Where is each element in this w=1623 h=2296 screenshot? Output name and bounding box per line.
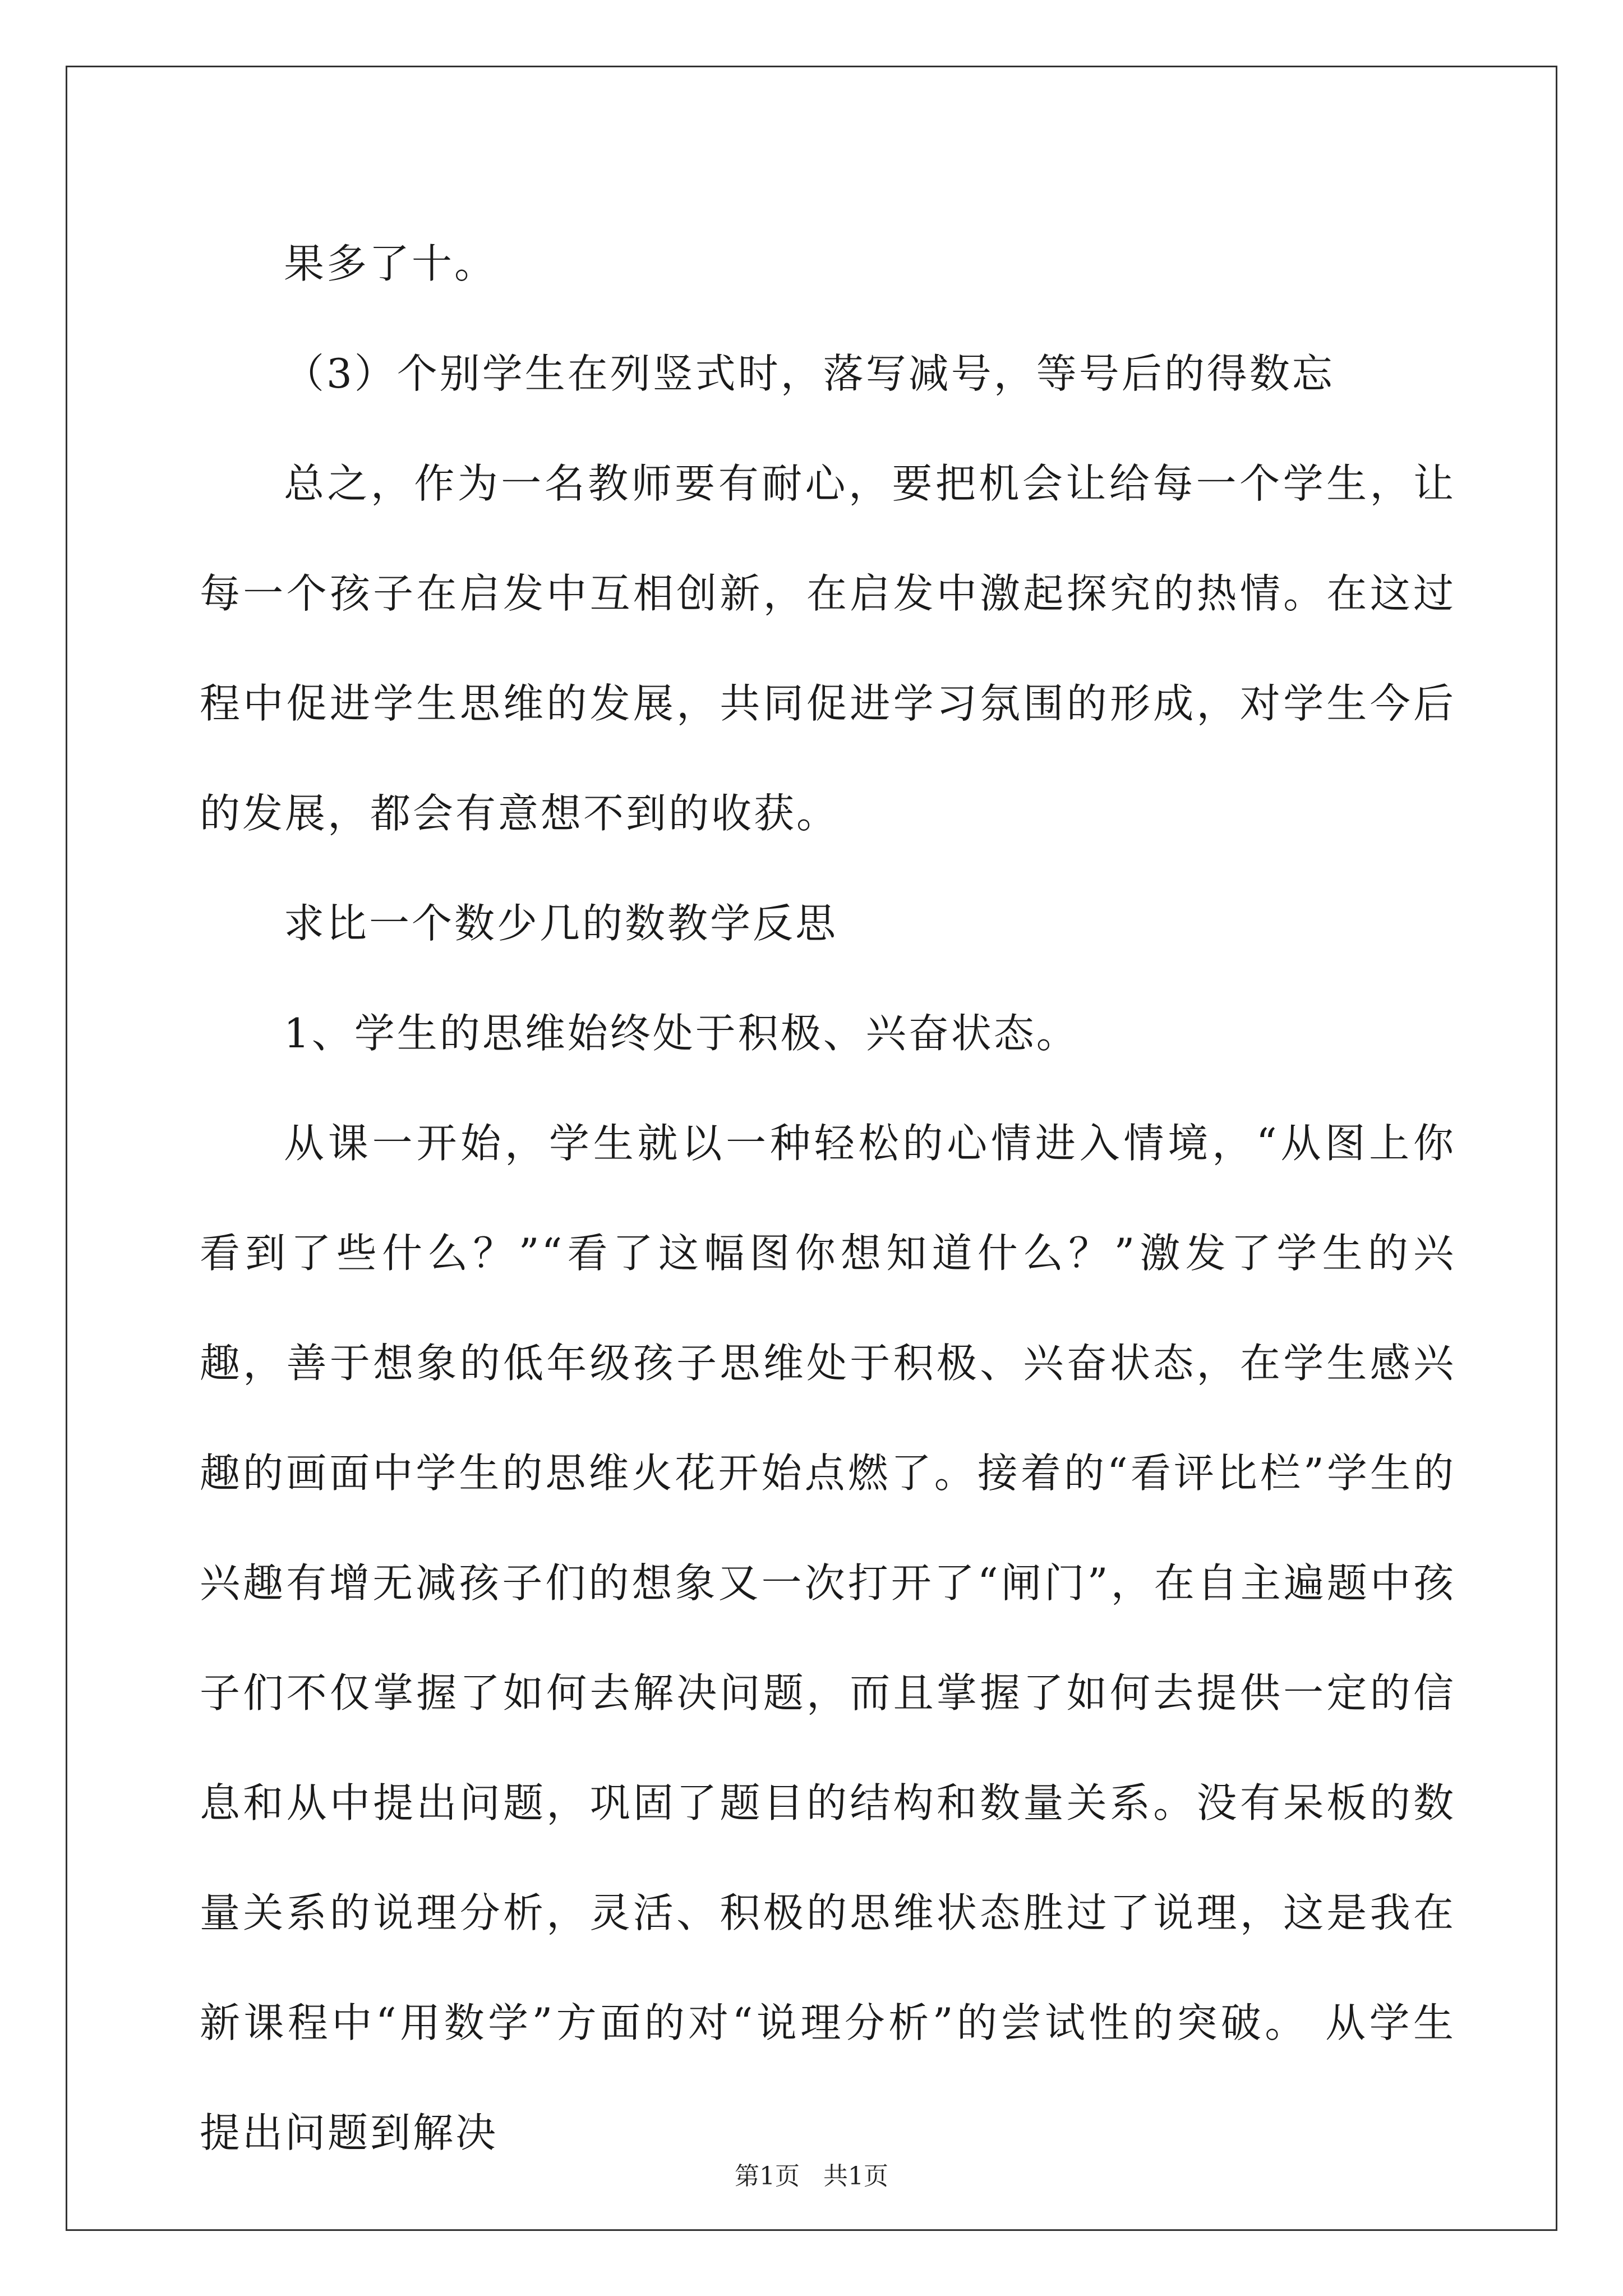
section-heading: 求比一个数少几的数教学反思 <box>284 900 838 947</box>
paragraph-4: 1、学生的思维始终处于积极、兴奋状态。 <box>284 1010 1079 1057</box>
paragraph-1: 果多了十。 <box>284 240 497 287</box>
paragraph-2: （3）个别学生在列竖式时，落写减号，等号后的得数忘 <box>284 350 1335 397</box>
page-number: 第1页 <box>735 2162 800 2191</box>
document-body <box>200 209 1456 2188</box>
paragraph-5: 从课一开始，学生就以一种轻松的心情进入情境，“从图上你看到了些什么？”“看了这幅图你想知道什么？”激发了学生的兴趣，善于想象的低年级孩子思维处于积极、兴奋状态，在学生感兴趣的画面中学生的思维火花开始点燃了。接着的“看评比栏”学生的兴趣有增无减孩子们的想象又一次打开了“闸门”，在自主遍题中孩子们不仅掌握了如何去解决问题，而且掌握了如何去提供一定的信息和从中提出问题，巩固了题目的结构和数量关系。没有呆板的数量关系的说理分析，灵活、积极的思维状态胜过了说理，这是我在新课程中“用数学”方面的对“说理分析”的尝试性的突破。 从学生提出问题到解决 <box>200 1120 1456 2156</box>
paragraph-3: 总之，作为一名教师要有耐心，要把机会让给每一个学生，让每一个孩子在启发中互相创新，在启发中激起探究的热情。在这过程中促进学生思维的发展，共同促进学习氛围的形成，对学生今后的发展，都会有意想不到的收获。 <box>200 460 1456 837</box>
page-total: 共1页 <box>823 2162 888 2191</box>
page-footer <box>0 2160 1623 2193</box>
